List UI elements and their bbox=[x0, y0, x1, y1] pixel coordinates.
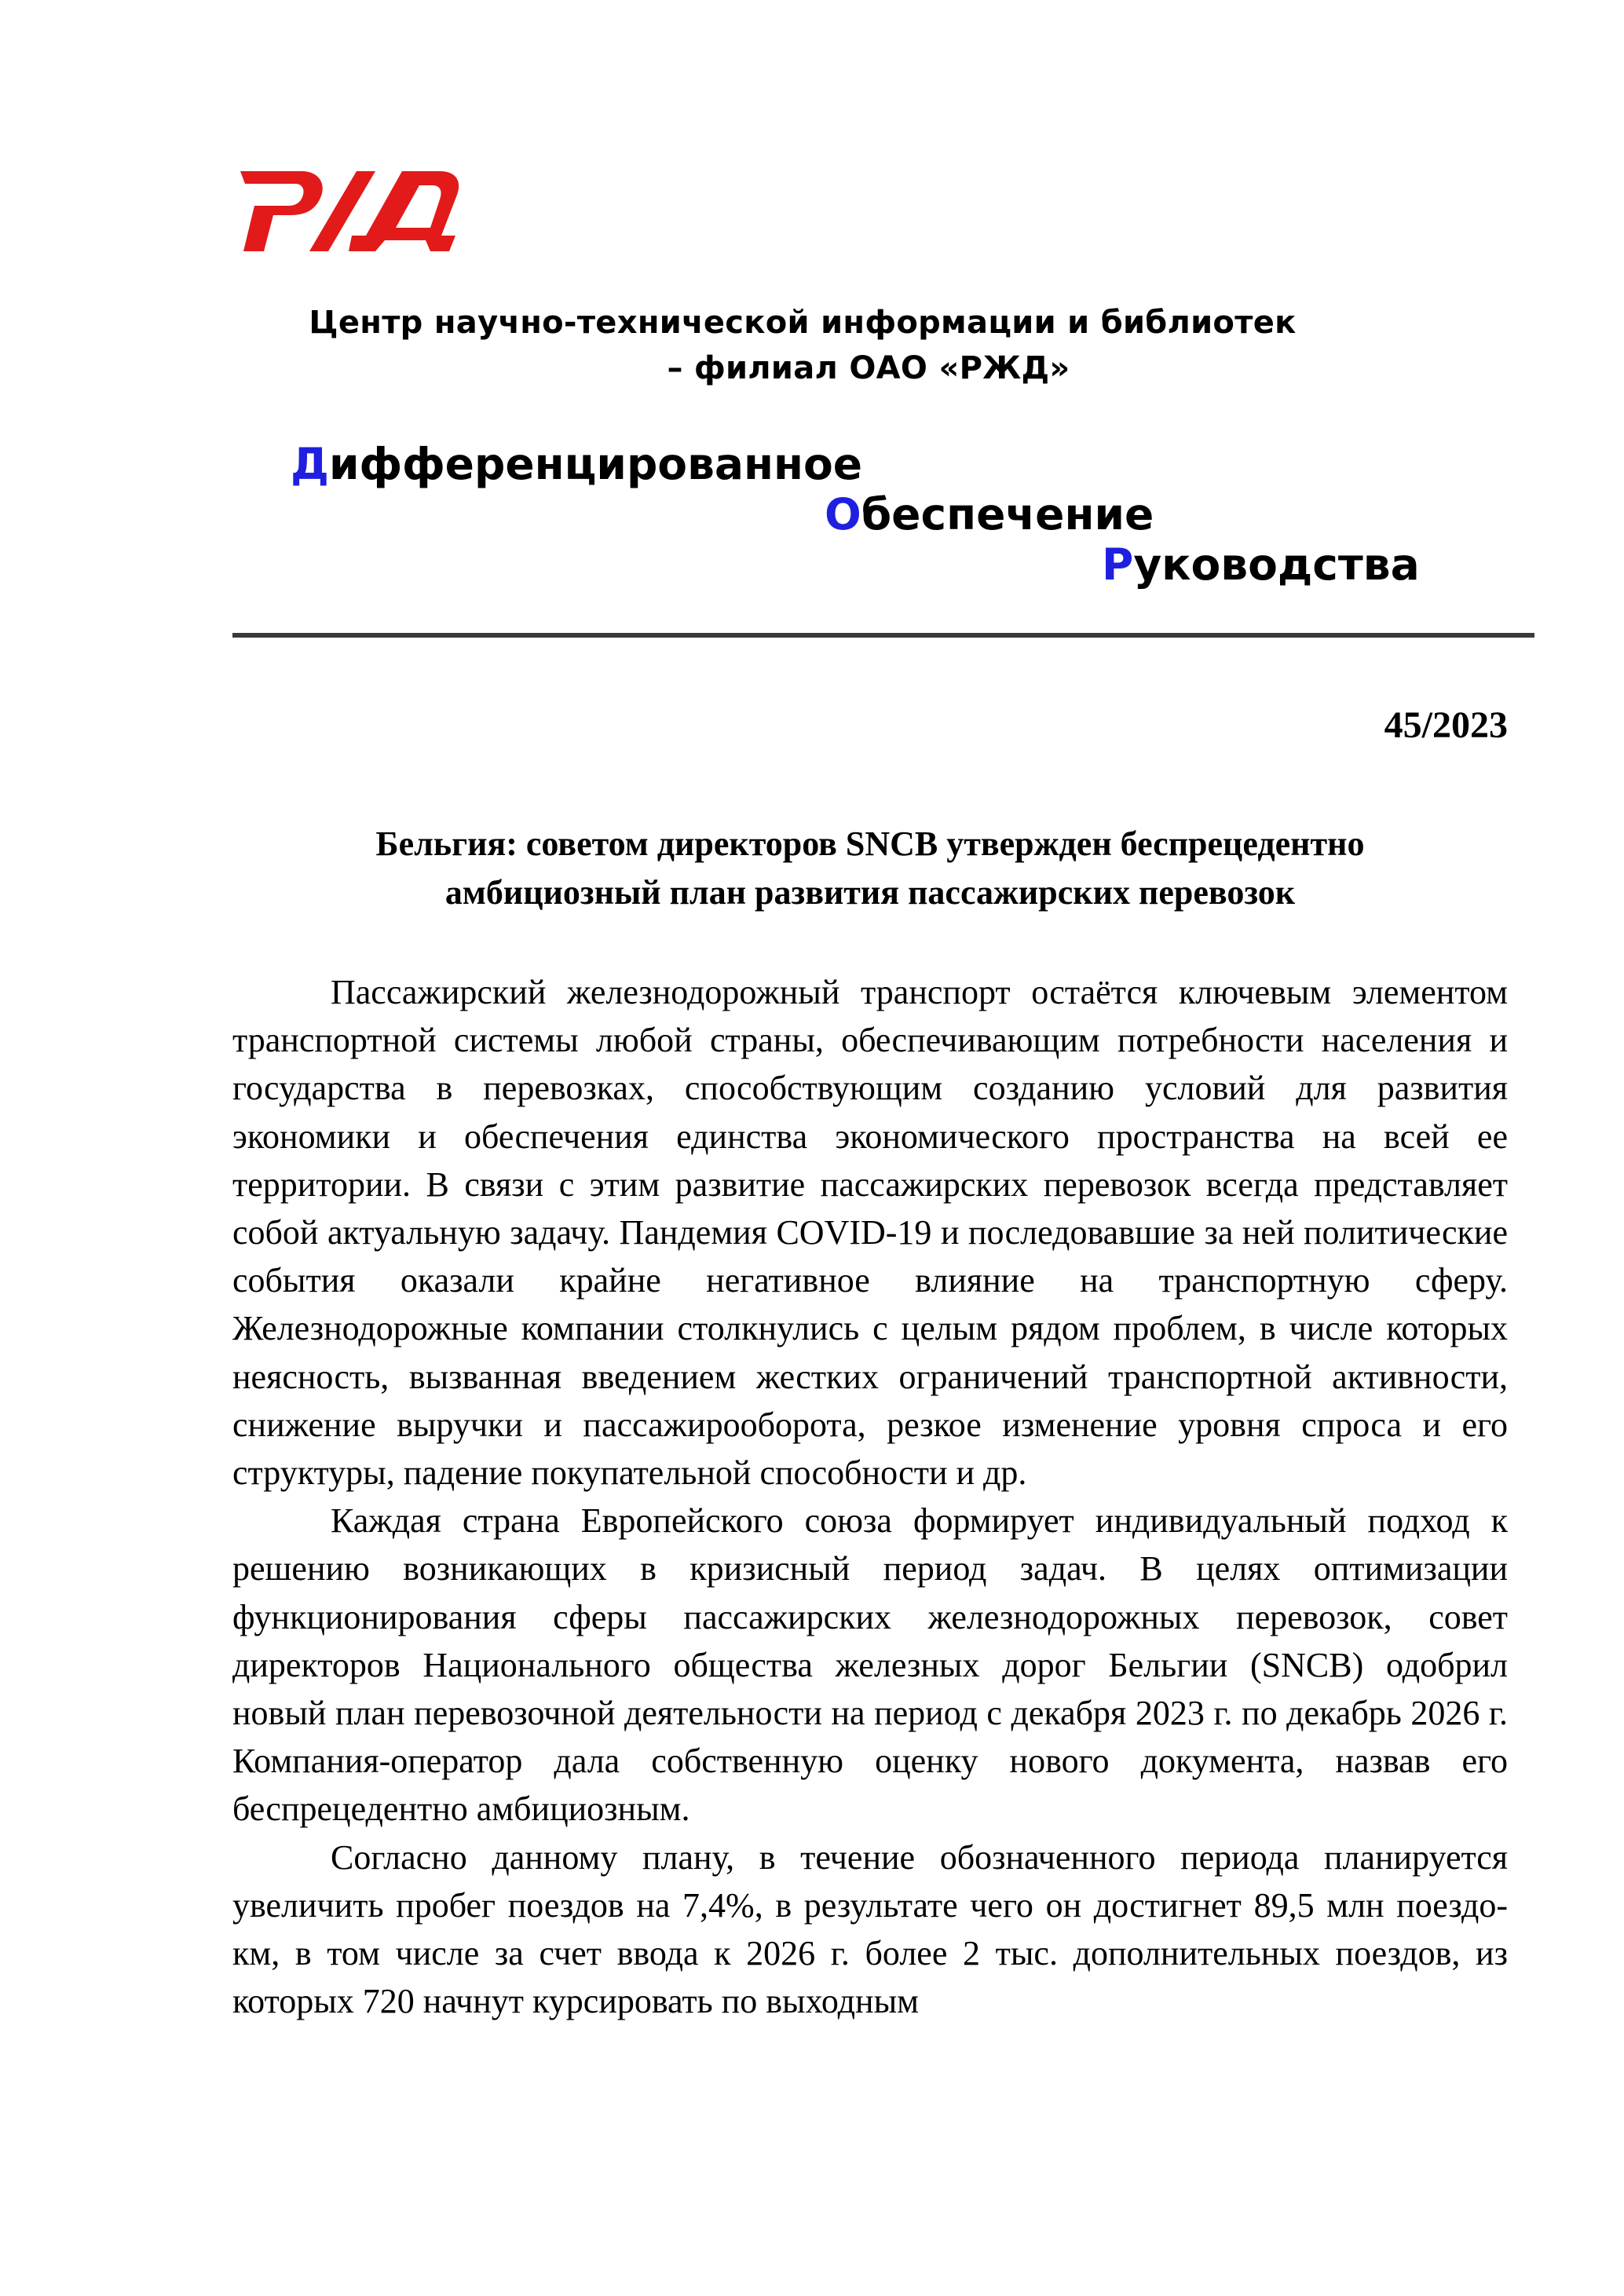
series-word-rest: беспечение bbox=[861, 489, 1154, 539]
paragraph: Согласно данному плану, в течение обозначенного периода планируется увеличить пробег поездов на 7,4%, в результате чего он достигнет 89,5 млн поездо-км, в том числе за счет ввода к 2026 г. более 2 тыс. дополнительных поездов, из которых 720 начнут курсировать по выходным bbox=[232, 1837, 1508, 2021]
series-word-3 bbox=[1102, 537, 1420, 592]
series-word-1 bbox=[291, 437, 862, 492]
paragraph: Каждая страна Европейского союза формирует индивидуальный подход к решению возникающих в кризисный период задач. В целях оптимизации функционирования сферы пассажирских железнодорожных перевозок, совет директоров Национального общества железных дорог Бельгии (SNCB) одобрил новый план перевозочной деятельности на период с декабря 2023 г. по декабрь 2026 г. Компания-оператор дала собственную оценку нового документа, назвав его беспрецедентно амбициозным. bbox=[232, 1501, 1508, 1829]
paragraph: Пассажирский железнодорожный транспорт остаётся ключевым элементом транспортной системы любой страны, обеспечивающим потребности населения и государства в перевозках, способствующим созданию условий для развития экономики и обеспечения единства экономического пространства на всей ее территории. В связи с этим развитие пассажирских перевозок всегда представляет собой актуальную задачу. Пандемия COVID-19 и последовавшие за ней политические события оказали крайне негативное влияние на транспортную сферу. Железнодорожные компании столкнулись с целым рядом проблем, в числе которых неясность, вызванная введением жестких ограничений транспортной активности, снижение выручки и пассажирооборота, резкое изменение уровня спроса и его структуры, падение покупательной способности и др. bbox=[232, 973, 1508, 1493]
article-title bbox=[232, 820, 1508, 917]
organization-name-line1: Центр научно-технической информации и библиотек bbox=[309, 305, 1297, 341]
article-title-line2: амбициозный план развития пассажирских перевозок bbox=[444, 873, 1296, 912]
series-word-rest: ифференцированное bbox=[328, 439, 863, 489]
series-word-2 bbox=[825, 487, 1154, 542]
rzd-logo-icon bbox=[234, 154, 463, 258]
article-body bbox=[232, 968, 1508, 2025]
article-title-line1: Бельгия: советом директоров SNCB утвержден беспрецедентно bbox=[375, 824, 1365, 863]
organization-name-line2: – филиал ОАО «РЖД» bbox=[667, 350, 1070, 386]
header-divider bbox=[232, 633, 1534, 638]
issue-number: 45/2023 bbox=[1384, 704, 1508, 746]
series-word-rest: уководства bbox=[1133, 539, 1420, 590]
series-initial: О bbox=[825, 489, 861, 539]
series-initial: Д bbox=[291, 439, 329, 489]
series-initial: Р bbox=[1102, 539, 1134, 590]
